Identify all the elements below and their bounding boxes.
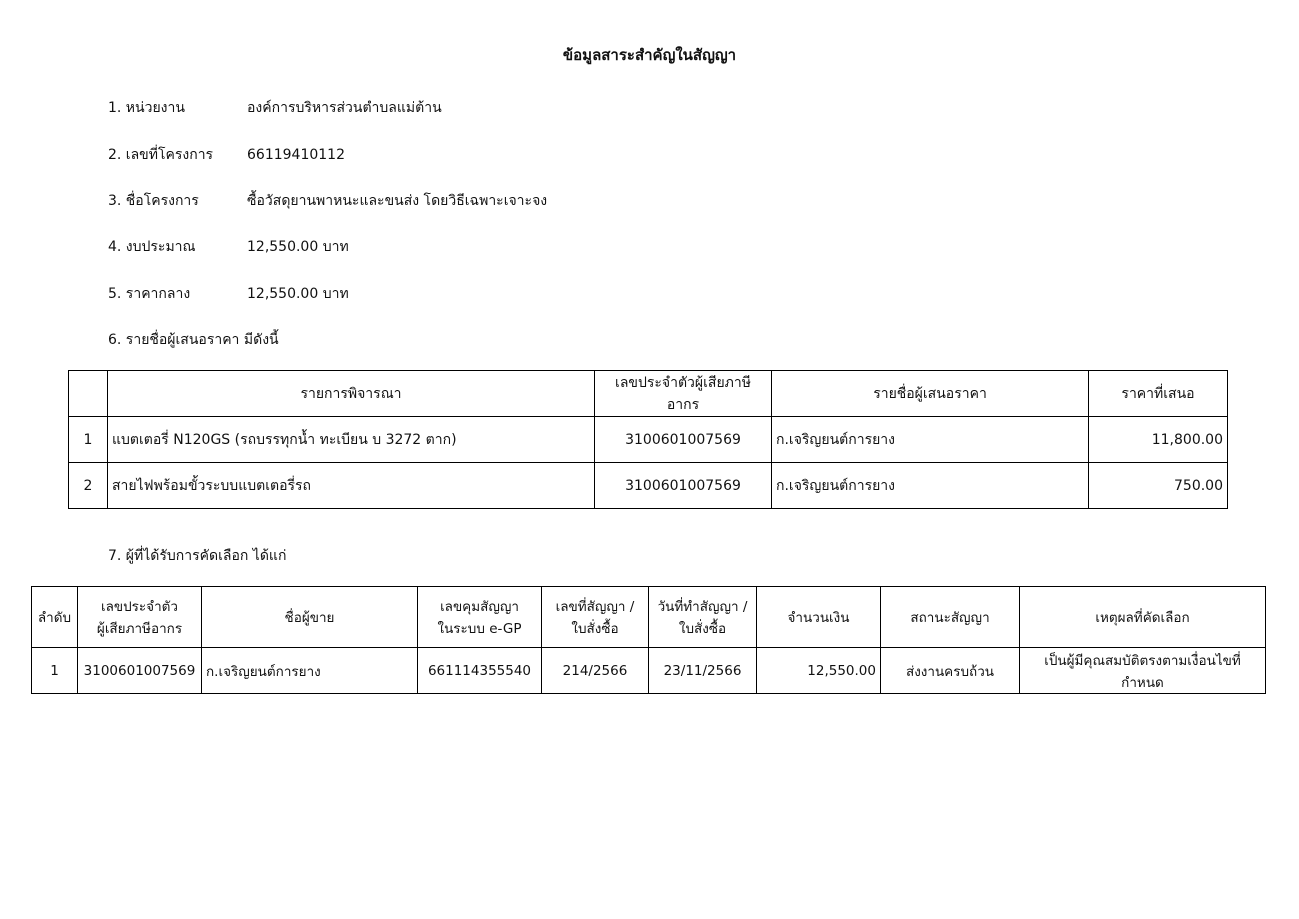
table-cell: 12,550.00	[757, 648, 881, 694]
header-line: ผู้เสียภาษีอากร	[96, 621, 183, 637]
table-header-row	[32, 587, 1266, 648]
table-cell: 1	[69, 417, 108, 463]
table-cell: เป็นผู้มีคุณสมบัติตรงตามเงื่อนไขที่กำหนด	[1020, 648, 1266, 694]
info-label: 4. งบประมาณ	[108, 239, 196, 255]
table-row	[69, 417, 1228, 463]
info-value: 12,550.00 บาท	[247, 239, 349, 255]
header-cell	[78, 587, 202, 648]
header-cell: จำนวนเงิน	[757, 587, 881, 648]
selected-vendor-table	[31, 586, 1266, 694]
table-row	[32, 648, 1266, 694]
header-cell	[69, 371, 108, 417]
header-cell: สถานะสัญญา	[881, 587, 1020, 648]
header-cell	[542, 587, 649, 648]
header-cell: รายการพิจารณา	[108, 371, 595, 417]
info-value: 66119410112	[247, 147, 345, 163]
table-cell: สายไฟพร้อมขั้วระบบแบตเตอรี่รถ	[108, 463, 595, 509]
info-agency	[108, 97, 442, 119]
table-cell: 750.00	[1089, 463, 1228, 509]
info-median-price	[108, 283, 349, 305]
header-cell: ชื่อผู้ขาย	[202, 587, 418, 648]
table-cell: 661114355540	[418, 648, 542, 694]
table-cell: 214/2566	[542, 648, 649, 694]
table-cell: ส่งงานครบถ้วน	[881, 648, 1020, 694]
header-line: ในระบบ e-GP	[437, 621, 522, 637]
table-cell: 3100601007569	[595, 417, 772, 463]
header-line: ใบสั่งซื้อ	[678, 621, 727, 637]
info-label: 2. เลขที่โครงการ	[108, 147, 214, 163]
table-cell: ก.เจริญยนต์การยาง	[202, 648, 418, 694]
document-title: ข้อมูลสาระสำคัญในสัญญา	[562, 46, 737, 64]
header-line: วันที่ทำสัญญา /	[657, 599, 748, 615]
header-cell: เลขประจำตัวผู้เสียภาษีอากร	[595, 371, 772, 417]
info-label: 3. ชื่อโครงการ	[108, 193, 199, 209]
header-cell	[418, 587, 542, 648]
section-bidders-heading: 6. รายชื่อผู้เสนอราคา มีดังนี้	[108, 332, 279, 348]
header-cell	[649, 587, 757, 648]
info-value: องค์การบริหารส่วนตำบลแม่ต้าน	[247, 100, 442, 116]
table-cell: ก.เจริญยนต์การยาง	[772, 417, 1089, 463]
table-cell: 3100601007569	[595, 463, 772, 509]
table-cell: แบตเตอรี่ N120GS (รถบรรทุกน้ำ ทะเบียน บ 3272 ตาก)	[108, 417, 595, 463]
info-label: 5. ราคากลาง	[108, 286, 191, 302]
info-label: 1. หน่วยงาน	[108, 100, 185, 116]
bidders-table	[68, 370, 1228, 509]
header-line: ใบสั่งซื้อ	[571, 621, 619, 637]
table-cell: ก.เจริญยนต์การยาง	[772, 463, 1089, 509]
table-cell: 2	[69, 463, 108, 509]
info-project-name	[108, 190, 547, 212]
table-cell: 1	[32, 648, 78, 694]
info-project-number	[108, 144, 345, 166]
info-value: 12,550.00 บาท	[247, 286, 349, 302]
table-cell: 11,800.00	[1089, 417, 1228, 463]
section-selected-heading: 7. ผู้ที่ได้รับการคัดเลือก ได้แก่	[108, 548, 287, 564]
table-cell: 23/11/2566	[649, 648, 757, 694]
header-line: เลขที่สัญญา /	[555, 599, 635, 615]
table-header-row	[69, 371, 1228, 417]
header-cell: รายชื่อผู้เสนอราคา	[772, 371, 1089, 417]
info-value: ซื้อวัสดุยานพาหนะและขนส่ง โดยวิธีเฉพาะเจาะจง	[247, 193, 548, 209]
header-cell: ลำดับ	[32, 587, 78, 648]
table-row	[69, 463, 1228, 509]
header-cell: เหตุผลที่คัดเลือก	[1020, 587, 1266, 648]
header-line: เลขประจำตัว	[100, 599, 179, 615]
header-cell: ราคาที่เสนอ	[1089, 371, 1228, 417]
info-budget	[108, 236, 349, 258]
header-line: เลขคุมสัญญา	[440, 599, 519, 615]
table-cell: 3100601007569	[78, 648, 202, 694]
